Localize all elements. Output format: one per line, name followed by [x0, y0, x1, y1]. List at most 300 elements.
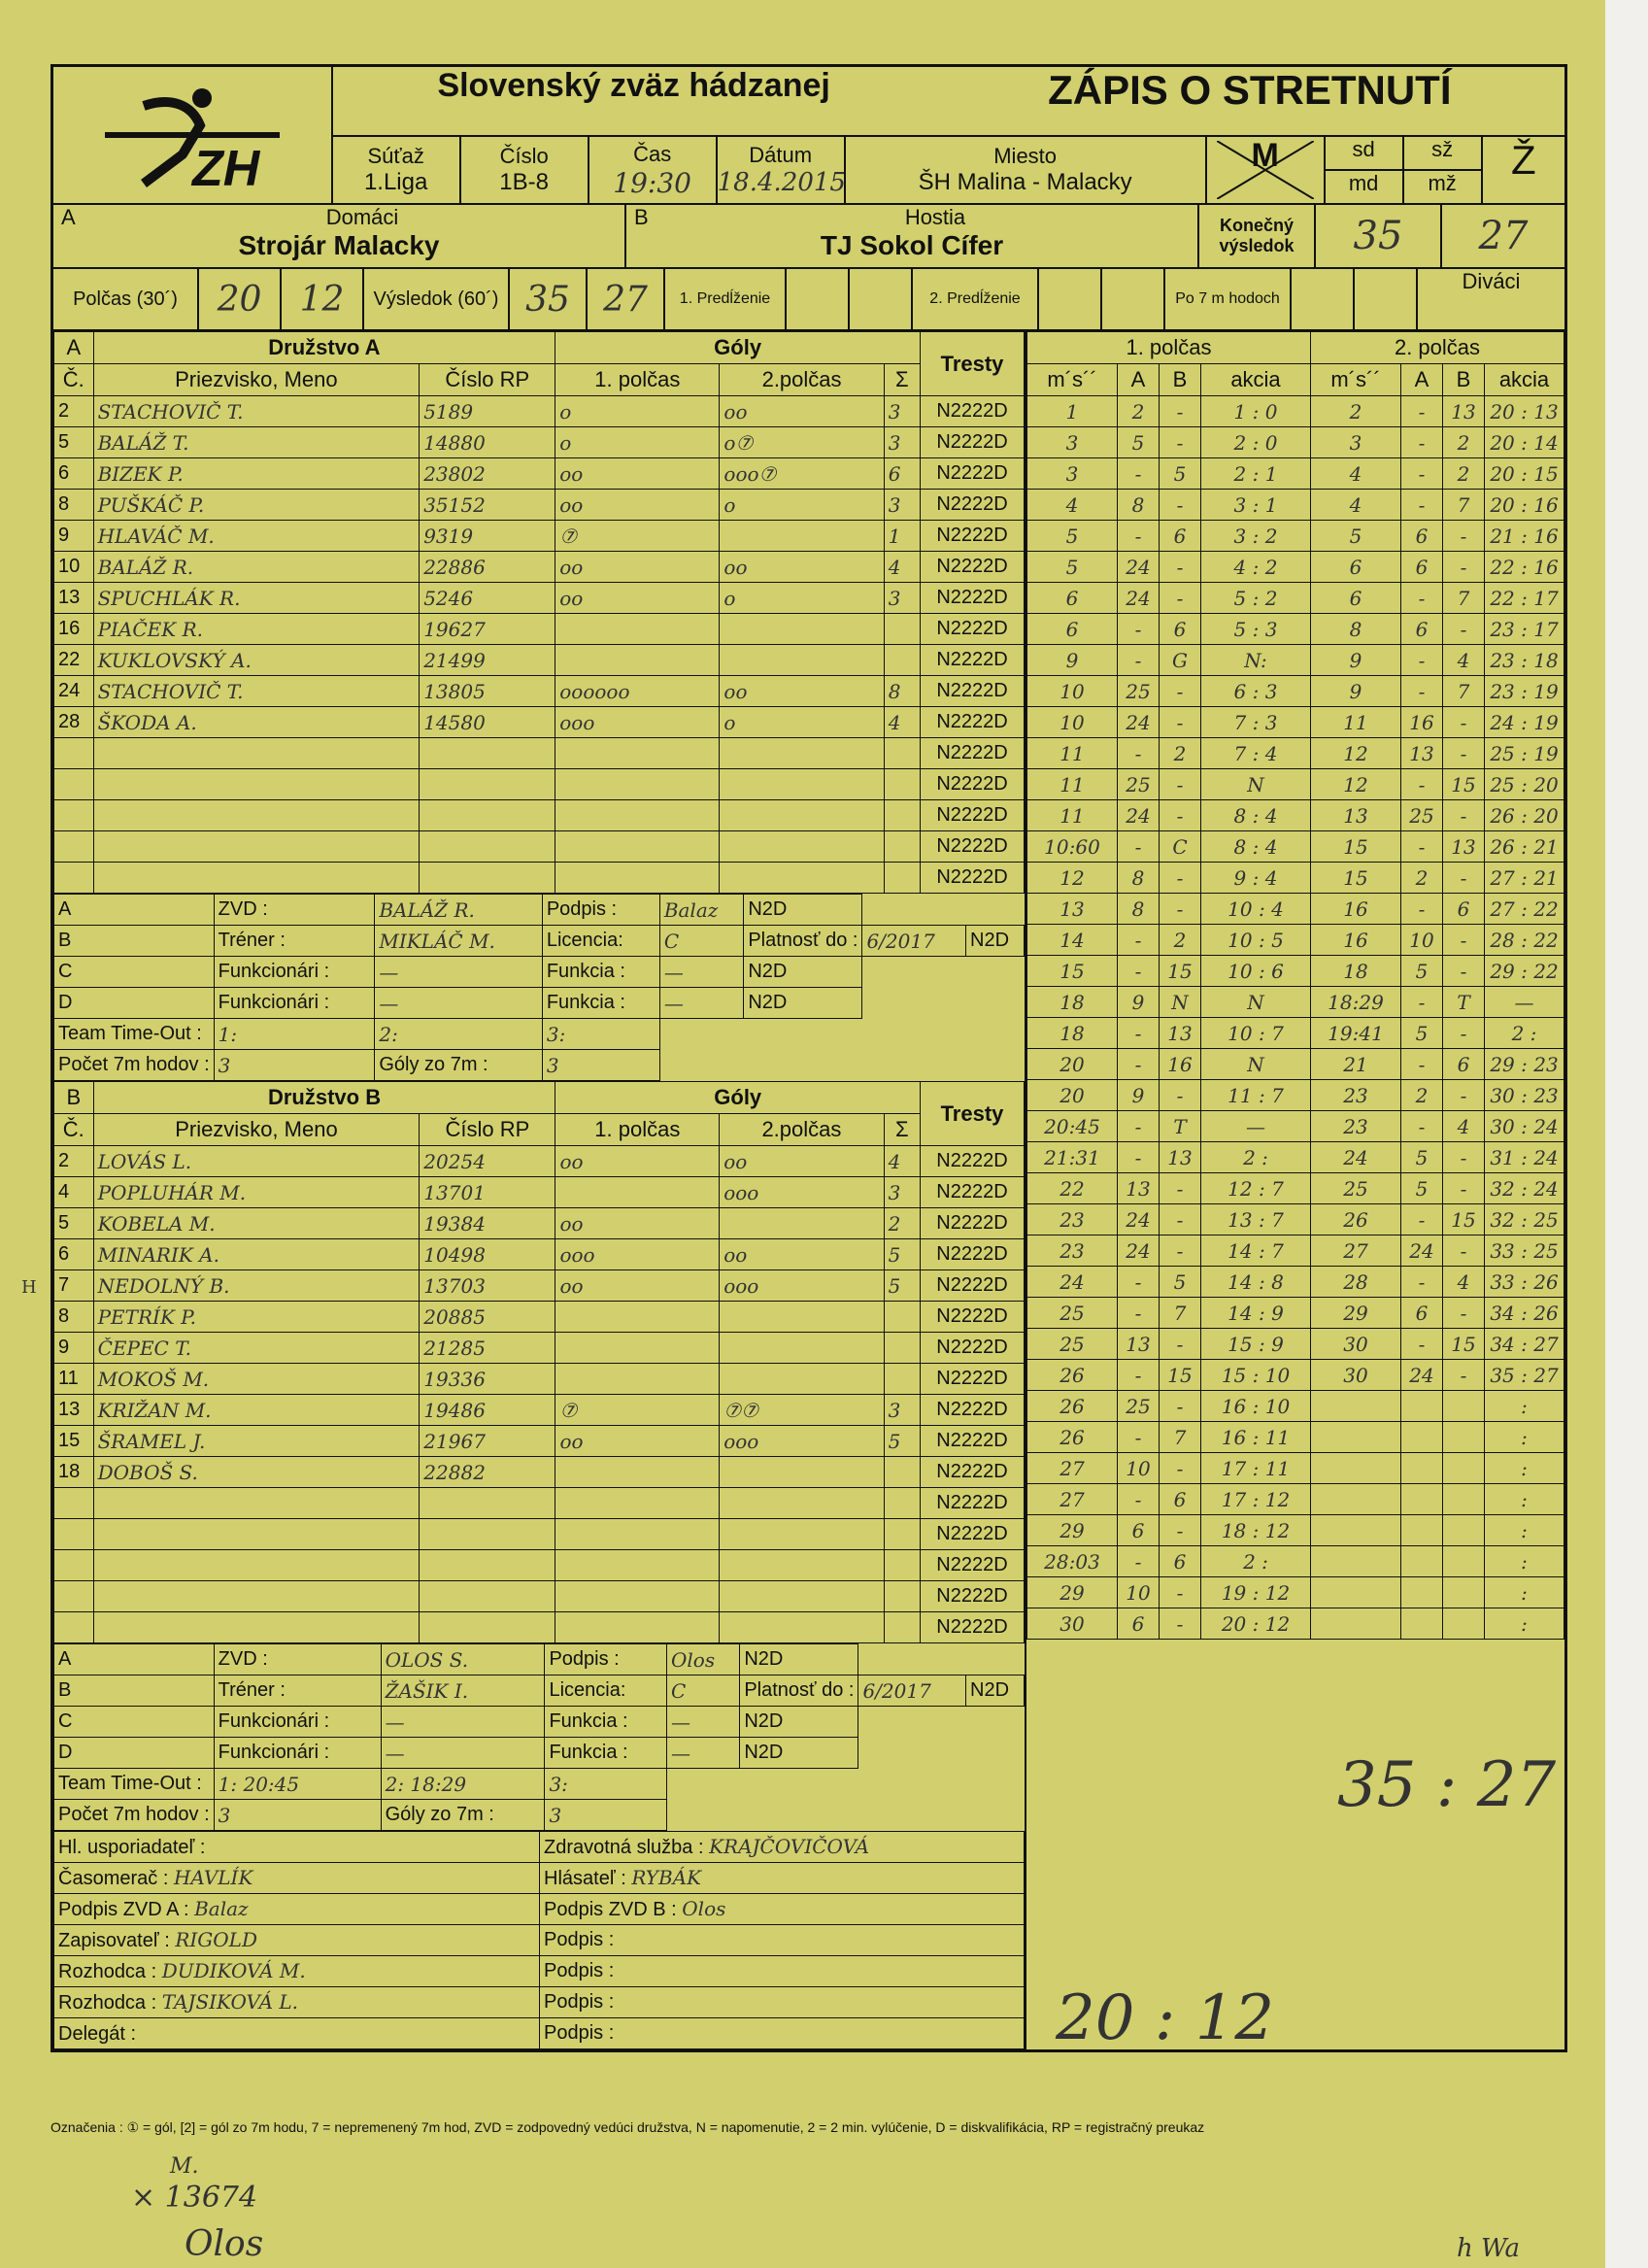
meta-value[interactable]: 3 [214, 1050, 375, 1081]
goals-sum[interactable] [884, 863, 920, 894]
tl-b[interactable]: - [1160, 1204, 1201, 1236]
tl-b[interactable]: 5 [1160, 458, 1201, 490]
tl-action[interactable]: : [1485, 1577, 1564, 1608]
tl-time[interactable]: 13 [1311, 800, 1401, 831]
meta-value[interactable]: Balaz [659, 895, 744, 926]
goals-sum[interactable]: 3 [884, 1177, 920, 1208]
tl-time[interactable]: 15 [1311, 831, 1401, 863]
tl-a[interactable]: - [1401, 1204, 1443, 1236]
tl-b[interactable]: 15 [1160, 956, 1201, 987]
penalties[interactable]: N2222D [920, 1457, 1024, 1488]
tl-a[interactable]: - [1118, 1267, 1160, 1298]
tl-action[interactable]: : [1485, 1391, 1564, 1422]
player-rp[interactable] [420, 863, 555, 894]
player-name[interactable] [93, 831, 420, 863]
penalties[interactable]: N2222D [920, 1177, 1024, 1208]
meta-value[interactable]: C [659, 926, 744, 957]
tl-action[interactable]: 31 : 24 [1485, 1142, 1564, 1173]
tl-a[interactable]: - [1401, 1049, 1443, 1080]
penalties[interactable]: N2222D [921, 614, 1025, 645]
tl-a[interactable]: - [1401, 645, 1443, 676]
tl-a[interactable]: - [1118, 1360, 1160, 1391]
goals-h1[interactable]: oo [555, 1270, 720, 1302]
tl-b[interactable]: 2 [1443, 458, 1485, 490]
tl-b[interactable]: 4 [1443, 645, 1485, 676]
player-number[interactable]: 13 [54, 1395, 94, 1426]
tl-time[interactable]: 13 [1027, 894, 1118, 925]
tl-b[interactable]: 16 [1160, 1049, 1201, 1080]
tl-a[interactable]: - [1401, 831, 1443, 863]
goals-sum[interactable]: 3 [884, 1395, 920, 1426]
tl-action[interactable]: 13 : 7 [1201, 1204, 1311, 1236]
goals-h2[interactable] [720, 800, 884, 831]
tl-a[interactable]: 6 [1118, 1608, 1160, 1640]
tl-time[interactable]: 5 [1311, 521, 1401, 552]
player-rp[interactable] [420, 831, 555, 863]
player-name[interactable]: KUKLOVSKÝ A. [93, 645, 420, 676]
tl-a[interactable]: 24 [1118, 707, 1160, 738]
meta-value[interactable]: 3: [542, 1019, 659, 1050]
tl-b[interactable]: - [1160, 894, 1201, 925]
tl-time[interactable]: 23 [1311, 1080, 1401, 1111]
goals-sum[interactable] [884, 1519, 920, 1550]
goals-h1[interactable]: oo [555, 552, 720, 583]
tl-a[interactable]: 5 [1401, 1018, 1443, 1049]
tl-time[interactable]: 18 [1027, 987, 1118, 1018]
meta-value[interactable]: — [659, 988, 744, 1019]
player-number[interactable]: 10 [54, 552, 94, 583]
tl-a[interactable]: 8 [1118, 863, 1160, 894]
tl-a[interactable]: 2 [1118, 396, 1160, 427]
tl-time[interactable]: 29 [1027, 1515, 1118, 1546]
tl-a[interactable]: - [1118, 1111, 1160, 1142]
tl-action[interactable]: 8 : 4 [1201, 800, 1311, 831]
meta-value[interactable]: — [666, 1707, 739, 1738]
tl-b[interactable]: - [1160, 1329, 1201, 1360]
player-number[interactable]: 13 [54, 583, 94, 614]
tl-a[interactable]: - [1118, 1142, 1160, 1173]
player-name[interactable]: STACHOVIČ T. [93, 396, 420, 427]
tl-a[interactable] [1401, 1577, 1443, 1608]
tl-a[interactable]: 24 [1118, 552, 1160, 583]
tl-action[interactable]: 25 : 19 [1485, 738, 1564, 769]
tl-time[interactable]: 1 [1027, 396, 1118, 427]
goals-h1[interactable] [555, 738, 720, 769]
tl-time[interactable]: 10 [1027, 676, 1118, 707]
player-name[interactable]: POPLUHÁR M. [93, 1177, 420, 1208]
tl-time[interactable]: 15 [1027, 956, 1118, 987]
player-name[interactable]: KOBELA M. [93, 1208, 420, 1239]
goals-sum[interactable] [884, 1302, 920, 1333]
meta-value[interactable]: C [666, 1676, 739, 1707]
tl-action[interactable]: 32 : 24 [1485, 1173, 1564, 1204]
tl-time[interactable]: 11 [1311, 707, 1401, 738]
tl-b[interactable]: 7 [1443, 583, 1485, 614]
player-number[interactable] [54, 800, 94, 831]
tl-time[interactable]: 2 [1311, 396, 1401, 427]
goals-h2[interactable]: o [720, 583, 884, 614]
goals-h1[interactable] [555, 1177, 720, 1208]
tl-a[interactable]: - [1118, 645, 1160, 676]
tl-time[interactable]: 23 [1311, 1111, 1401, 1142]
goals-h1[interactable]: oo [555, 583, 720, 614]
goals-h1[interactable] [555, 769, 720, 800]
tl-a[interactable] [1401, 1608, 1443, 1640]
tl-time[interactable]: 22 [1027, 1173, 1118, 1204]
tl-action[interactable]: : [1485, 1515, 1564, 1546]
tl-a[interactable]: - [1118, 956, 1160, 987]
meta-value[interactable]: 2: [375, 1019, 542, 1050]
goals-h1[interactable] [555, 1457, 720, 1488]
player-number[interactable] [54, 1581, 94, 1612]
tl-action[interactable]: 3 : 1 [1201, 490, 1311, 521]
tl-b[interactable]: 5 [1160, 1267, 1201, 1298]
player-number[interactable] [54, 863, 94, 894]
goals-sum[interactable] [884, 738, 920, 769]
tl-time[interactable]: 25 [1311, 1173, 1401, 1204]
goals-sum[interactable]: 6 [884, 458, 920, 490]
tl-action[interactable]: 14 : 8 [1201, 1267, 1311, 1298]
player-rp[interactable]: 19627 [420, 614, 555, 645]
player-rp[interactable]: 13703 [420, 1270, 555, 1302]
tl-action[interactable]: 5 : 3 [1201, 614, 1311, 645]
tl-b[interactable]: - [1443, 614, 1485, 645]
goals-h2[interactable] [720, 614, 884, 645]
tl-a[interactable]: - [1401, 894, 1443, 925]
tl-b[interactable]: - [1443, 956, 1485, 987]
goals-h2[interactable]: ooo [720, 1426, 884, 1457]
player-number[interactable]: 24 [54, 676, 94, 707]
tl-action[interactable]: : [1485, 1608, 1564, 1640]
tl-a[interactable]: - [1118, 521, 1160, 552]
tl-time[interactable]: 16 [1311, 894, 1401, 925]
tl-action[interactable]: 25 : 20 [1485, 769, 1564, 800]
tl-b[interactable]: 13 [1443, 831, 1485, 863]
tl-a[interactable]: 6 [1401, 614, 1443, 645]
tl-time[interactable]: 26 [1027, 1391, 1118, 1422]
tl-a[interactable] [1401, 1453, 1443, 1484]
penalties[interactable]: N2222D [920, 1612, 1024, 1643]
player-number[interactable]: 18 [54, 1457, 94, 1488]
tl-b[interactable]: - [1443, 925, 1485, 956]
tl-b[interactable]: - [1160, 1391, 1201, 1422]
tl-action[interactable]: 22 : 17 [1485, 583, 1564, 614]
goals-h2[interactable] [720, 645, 884, 676]
meta-value[interactable]: — [666, 1738, 739, 1769]
tl-time[interactable] [1311, 1515, 1401, 1546]
tl-a[interactable]: 6 [1401, 521, 1443, 552]
penalties[interactable]: N2222D [921, 645, 1025, 676]
tl-action[interactable]: 30 : 24 [1485, 1111, 1564, 1142]
goals-h2[interactable] [720, 1519, 884, 1550]
goals-sum[interactable]: 3 [884, 583, 920, 614]
tl-b[interactable]: - [1160, 1453, 1201, 1484]
tl-time[interactable] [1311, 1453, 1401, 1484]
penalties[interactable]: N2222D [921, 769, 1025, 800]
goals-h2[interactable] [720, 831, 884, 863]
tl-time[interactable]: 11 [1027, 769, 1118, 800]
player-number[interactable]: 9 [54, 1333, 94, 1364]
player-number[interactable]: 5 [54, 427, 94, 458]
tl-b[interactable]: 7 [1443, 490, 1485, 521]
meta-value[interactable]: 6/2017 [858, 1676, 966, 1707]
tl-action[interactable]: 11 : 7 [1201, 1080, 1311, 1111]
tl-a[interactable]: 13 [1401, 738, 1443, 769]
tl-b[interactable]: - [1443, 707, 1485, 738]
tl-b[interactable] [1443, 1515, 1485, 1546]
meta-value[interactable]: — [381, 1738, 545, 1769]
penalties[interactable]: N2222D [920, 1270, 1024, 1302]
player-rp[interactable]: 20254 [420, 1146, 555, 1177]
goals-sum[interactable]: 8 [884, 676, 920, 707]
goals-sum[interactable] [884, 1612, 920, 1643]
player-rp[interactable]: 5246 [420, 583, 555, 614]
tl-action[interactable]: N [1201, 1049, 1311, 1080]
tl-action[interactable]: 34 : 27 [1485, 1329, 1564, 1360]
tl-action[interactable]: 5 : 2 [1201, 583, 1311, 614]
tl-b[interactable]: 6 [1160, 1484, 1201, 1515]
tl-time[interactable]: 30 [1027, 1608, 1118, 1640]
player-name[interactable]: KRIŽAN M. [93, 1395, 420, 1426]
tl-b[interactable]: 2 [1160, 738, 1201, 769]
player-number[interactable]: 11 [54, 1364, 94, 1395]
tl-action[interactable]: N [1201, 987, 1311, 1018]
meta-value[interactable]: 3: [545, 1769, 667, 1800]
tl-b[interactable]: 13 [1443, 396, 1485, 427]
penalties[interactable]: N2222D [921, 738, 1025, 769]
meta-value[interactable]: 3 [545, 1800, 667, 1831]
tl-a[interactable]: 8 [1118, 490, 1160, 521]
tl-b[interactable]: 6 [1443, 1049, 1485, 1080]
tl-b[interactable] [1443, 1546, 1485, 1577]
tl-action[interactable]: 30 : 23 [1485, 1080, 1564, 1111]
penalties[interactable]: N2222D [921, 707, 1025, 738]
goals-h2[interactable]: ooo⑦ [720, 458, 884, 490]
goals-h2[interactable]: oo [720, 1239, 884, 1270]
tl-a[interactable]: - [1401, 458, 1443, 490]
goals-sum[interactable]: 5 [884, 1426, 920, 1457]
goals-h1[interactable]: ⑦ [555, 521, 720, 552]
player-name[interactable] [93, 1581, 420, 1612]
tl-action[interactable]: 23 : 17 [1485, 614, 1564, 645]
goals-sum[interactable]: 4 [884, 1146, 920, 1177]
tl-a[interactable] [1401, 1515, 1443, 1546]
goals-h2[interactable] [720, 863, 884, 894]
tl-time[interactable]: 25 [1027, 1298, 1118, 1329]
player-name[interactable]: BALÁŽ R. [93, 552, 420, 583]
tl-action[interactable]: 34 : 26 [1485, 1298, 1564, 1329]
tl-b[interactable]: 15 [1443, 769, 1485, 800]
player-number[interactable]: 8 [54, 490, 94, 521]
player-number[interactable]: 6 [54, 1239, 94, 1270]
penalties[interactable]: N2222D [920, 1488, 1024, 1519]
tl-b[interactable]: C [1160, 831, 1201, 863]
tl-b[interactable]: - [1443, 552, 1485, 583]
player-rp[interactable]: 19384 [420, 1208, 555, 1239]
tl-b[interactable]: G [1160, 645, 1201, 676]
meta-value[interactable]: — [381, 1707, 545, 1738]
goals-sum[interactable]: 3 [884, 427, 920, 458]
player-rp[interactable] [420, 1581, 555, 1612]
tl-b[interactable]: - [1160, 769, 1201, 800]
player-number[interactable]: 22 [54, 645, 94, 676]
player-name[interactable]: PETRÍK P. [93, 1302, 420, 1333]
player-number[interactable]: 8 [54, 1302, 94, 1333]
goals-h2[interactable] [720, 1333, 884, 1364]
player-name[interactable] [93, 1550, 420, 1581]
tl-action[interactable]: 2 : [1485, 1018, 1564, 1049]
tl-a[interactable]: 5 [1118, 427, 1160, 458]
goals-h2[interactable]: oo [720, 676, 884, 707]
player-rp[interactable]: 35152 [420, 490, 555, 521]
tl-time[interactable]: 27 [1027, 1484, 1118, 1515]
goals-sum[interactable]: 1 [884, 521, 920, 552]
tl-time[interactable]: 9 [1311, 676, 1401, 707]
tl-time[interactable]: 15 [1311, 863, 1401, 894]
goals-sum[interactable]: 5 [884, 1239, 920, 1270]
penalties[interactable]: N2222D [921, 831, 1025, 863]
tl-b[interactable]: - [1443, 863, 1485, 894]
tl-action[interactable]: 15 : 9 [1201, 1329, 1311, 1360]
tl-action[interactable]: 28 : 22 [1485, 925, 1564, 956]
tl-action[interactable]: N [1201, 769, 1311, 800]
tl-b[interactable]: 6 [1443, 894, 1485, 925]
penalties[interactable]: N2222D [921, 676, 1025, 707]
goals-h1[interactable]: oo [555, 1426, 720, 1457]
goals-sum[interactable]: 2 [884, 1208, 920, 1239]
player-rp[interactable] [420, 1488, 555, 1519]
player-name[interactable] [93, 863, 420, 894]
tl-time[interactable] [1311, 1484, 1401, 1515]
tl-time[interactable] [1311, 1391, 1401, 1422]
goals-h2[interactable]: o [720, 707, 884, 738]
goals-sum[interactable] [884, 1333, 920, 1364]
player-name[interactable]: DOBOŠ S. [93, 1457, 420, 1488]
tl-time[interactable]: 4 [1027, 490, 1118, 521]
player-number[interactable] [54, 769, 94, 800]
tl-b[interactable] [1443, 1608, 1485, 1640]
meta-value[interactable]: Olos [666, 1644, 739, 1676]
tl-time[interactable]: 20 [1027, 1049, 1118, 1080]
goals-sum[interactable] [884, 1457, 920, 1488]
tl-a[interactable] [1401, 1484, 1443, 1515]
tl-b[interactable] [1443, 1422, 1485, 1453]
goals-h2[interactable]: oo [720, 1146, 884, 1177]
goals-sum[interactable] [884, 800, 920, 831]
tl-time[interactable]: 12 [1027, 863, 1118, 894]
player-name[interactable]: BIZEK P. [93, 458, 420, 490]
meta-value[interactable]: BALÁŽ R. [375, 895, 542, 926]
goals-h2[interactable] [720, 1612, 884, 1643]
tl-time[interactable] [1311, 1577, 1401, 1608]
goals-h2[interactable]: o [720, 490, 884, 521]
player-name[interactable] [93, 769, 420, 800]
tl-time[interactable]: 28:03 [1027, 1546, 1118, 1577]
penalties[interactable]: N2222D [920, 1333, 1024, 1364]
tl-action[interactable]: 33 : 25 [1485, 1236, 1564, 1267]
penalties[interactable]: N2222D [920, 1146, 1024, 1177]
tl-a[interactable]: - [1401, 1111, 1443, 1142]
player-number[interactable] [54, 1612, 94, 1643]
tl-time[interactable]: 24 [1027, 1267, 1118, 1298]
tl-action[interactable]: 20 : 12 [1201, 1608, 1311, 1640]
tl-time[interactable]: 9 [1027, 645, 1118, 676]
tl-action[interactable]: 4 : 2 [1201, 552, 1311, 583]
tl-action[interactable]: 20 : 16 [1485, 490, 1564, 521]
tl-a[interactable]: 5 [1401, 1173, 1443, 1204]
goals-sum[interactable] [884, 769, 920, 800]
meta-value[interactable]: ŽAŠIK I. [381, 1676, 545, 1707]
player-name[interactable]: HLAVÁČ M. [93, 521, 420, 552]
tl-a[interactable]: - [1118, 831, 1160, 863]
tl-a[interactable]: 13 [1118, 1329, 1160, 1360]
tl-action[interactable]: : [1485, 1484, 1564, 1515]
tl-b[interactable]: 6 [1160, 614, 1201, 645]
player-name[interactable]: STACHOVIČ T. [93, 676, 420, 707]
tl-action[interactable]: 26 : 21 [1485, 831, 1564, 863]
goals-h2[interactable]: oo [720, 396, 884, 427]
tl-a[interactable]: 5 [1401, 956, 1443, 987]
tl-action[interactable]: — [1201, 1111, 1311, 1142]
tl-a[interactable]: - [1401, 1267, 1443, 1298]
meta-value[interactable]: MIKLÁČ M. [375, 926, 542, 957]
penalties[interactable]: N2222D [920, 1550, 1024, 1581]
tl-time[interactable]: 5 [1027, 521, 1118, 552]
tl-a[interactable]: - [1118, 1484, 1160, 1515]
tl-action[interactable]: 35 : 27 [1485, 1360, 1564, 1391]
tl-a[interactable]: - [1118, 1422, 1160, 1453]
goals-h1[interactable] [555, 1364, 720, 1395]
tl-a[interactable]: - [1118, 1546, 1160, 1577]
goals-h2[interactable]: ⑦⑦ [720, 1395, 884, 1426]
tl-b[interactable]: 15 [1160, 1360, 1201, 1391]
player-rp[interactable] [420, 1519, 555, 1550]
tl-action[interactable]: 16 : 10 [1201, 1391, 1311, 1422]
tl-action[interactable]: 26 : 20 [1485, 800, 1564, 831]
player-rp[interactable]: 13805 [420, 676, 555, 707]
player-name[interactable] [93, 1612, 420, 1643]
tl-a[interactable]: 25 [1118, 769, 1160, 800]
penalties[interactable]: N2222D [920, 1581, 1024, 1612]
tl-action[interactable]: 29 : 23 [1485, 1049, 1564, 1080]
goals-h1[interactable] [555, 645, 720, 676]
tl-time[interactable]: 26 [1027, 1422, 1118, 1453]
player-rp[interactable]: 22886 [420, 552, 555, 583]
tl-a[interactable]: 24 [1118, 800, 1160, 831]
tl-b[interactable]: - [1443, 521, 1485, 552]
tl-b[interactable]: - [1443, 1142, 1485, 1173]
meta-value[interactable]: — [659, 957, 744, 988]
tl-time[interactable]: 9 [1311, 645, 1401, 676]
tl-a[interactable]: 9 [1118, 1080, 1160, 1111]
tl-time[interactable]: 8 [1311, 614, 1401, 645]
player-rp[interactable]: 9319 [420, 521, 555, 552]
tl-a[interactable] [1401, 1546, 1443, 1577]
tl-time[interactable]: 25 [1027, 1329, 1118, 1360]
meta-value[interactable]: 2: 18:29 [381, 1769, 545, 1800]
goals-h2[interactable] [720, 1364, 884, 1395]
goals-sum[interactable] [884, 1364, 920, 1395]
player-rp[interactable]: 5189 [420, 396, 555, 427]
tl-time[interactable]: 20 [1027, 1080, 1118, 1111]
tl-a[interactable]: 6 [1401, 552, 1443, 583]
tl-b[interactable]: - [1160, 427, 1201, 458]
player-rp[interactable] [420, 769, 555, 800]
tl-action[interactable]: 18 : 12 [1201, 1515, 1311, 1546]
player-rp[interactable]: 19486 [420, 1395, 555, 1426]
goals-h1[interactable] [555, 863, 720, 894]
tl-action[interactable]: 10 : 6 [1201, 956, 1311, 987]
